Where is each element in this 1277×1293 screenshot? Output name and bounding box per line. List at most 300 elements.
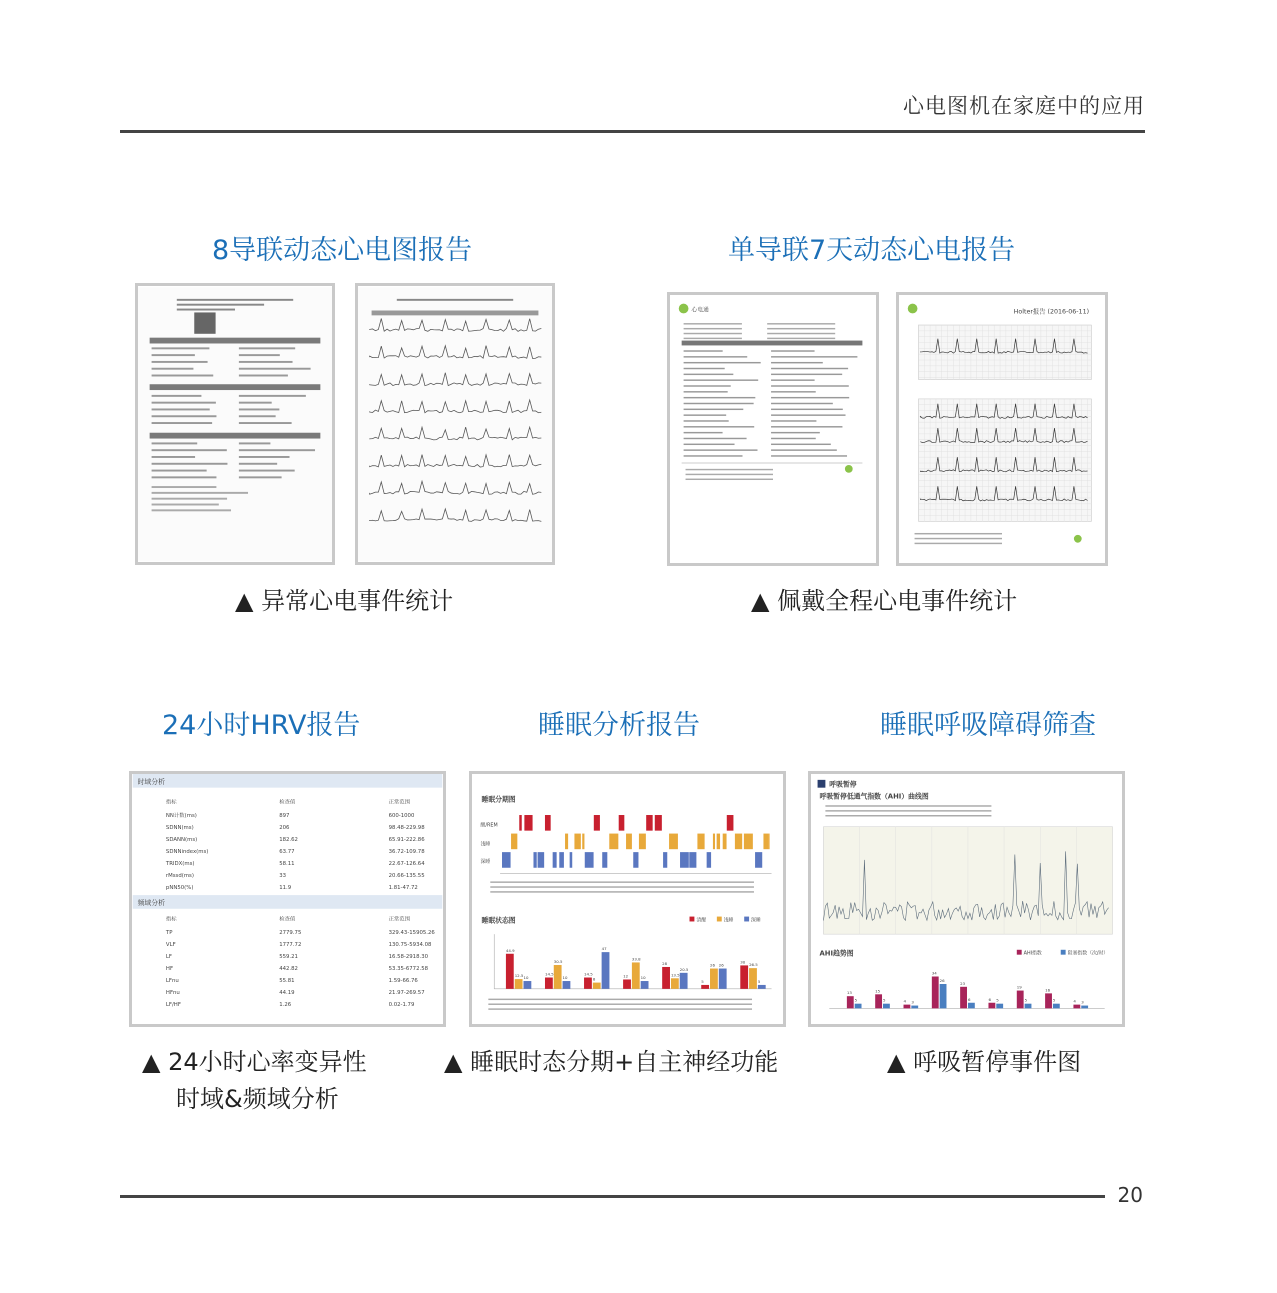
bar-value-label: 10 bbox=[523, 975, 529, 981]
bar-value-label: 26 bbox=[718, 962, 724, 968]
text-line bbox=[684, 455, 743, 456]
bar-value-label: 10 bbox=[562, 975, 568, 981]
table-cell: 130.75-5934.08 bbox=[388, 942, 432, 949]
bar-value-label: 5 bbox=[883, 997, 886, 1003]
text-line bbox=[771, 444, 831, 445]
sleep-stage-block bbox=[619, 815, 625, 831]
text-line bbox=[684, 414, 727, 415]
legend-label: 浅睡 bbox=[723, 917, 734, 924]
legend-swatch bbox=[744, 917, 749, 922]
bar-value-label: 5 bbox=[1024, 997, 1028, 1003]
table-cell: 36.72-109.78 bbox=[388, 849, 425, 856]
table-cell: 65.91-222.86 bbox=[388, 836, 425, 843]
text-line bbox=[239, 361, 293, 363]
table-cell: 1.59-66.76 bbox=[388, 978, 418, 985]
table-cell: SDANN(ms) bbox=[165, 836, 198, 843]
sleep-stage-block bbox=[594, 815, 600, 831]
text-line bbox=[490, 891, 754, 892]
text-line bbox=[152, 492, 248, 494]
ahi-bar bbox=[875, 994, 882, 1008]
text-line bbox=[152, 486, 217, 488]
table-cell: 63.77 bbox=[279, 849, 295, 856]
table-header: 正常范围 bbox=[388, 799, 411, 806]
table-cell: LFnu bbox=[165, 978, 179, 985]
legend-swatch bbox=[717, 917, 722, 922]
text-line bbox=[684, 323, 742, 324]
text-line bbox=[239, 449, 315, 451]
text-line bbox=[686, 474, 773, 475]
sleep-bar bbox=[602, 952, 610, 989]
text-line bbox=[239, 347, 295, 349]
text-line bbox=[239, 456, 290, 458]
freq-domain-band bbox=[133, 895, 443, 909]
footer-rule bbox=[120, 1195, 1105, 1198]
sleep-stage-block bbox=[502, 852, 511, 868]
text-line bbox=[825, 810, 991, 811]
bar-value-label: 4 bbox=[1073, 998, 1076, 1004]
section-bar bbox=[150, 338, 321, 344]
text-line bbox=[239, 415, 276, 417]
sleep-stage-block bbox=[519, 815, 521, 831]
bar-value-label: 5 bbox=[1052, 997, 1056, 1003]
footer-logo bbox=[845, 465, 853, 473]
text-line bbox=[686, 479, 773, 480]
text-line bbox=[684, 391, 728, 392]
text-line bbox=[239, 442, 271, 444]
ecg8-report-waveform-thumbnail bbox=[355, 283, 555, 565]
text-line bbox=[684, 403, 754, 404]
sleep-stage-block bbox=[755, 852, 762, 868]
ahi-bar bbox=[940, 984, 947, 1008]
text-line bbox=[488, 1008, 752, 1009]
sleep-bar bbox=[641, 981, 649, 989]
text-line bbox=[152, 470, 207, 472]
table-cell: 182.62 bbox=[279, 836, 298, 843]
sleep-bar bbox=[701, 985, 709, 989]
text-line bbox=[152, 408, 210, 410]
table-cell: 33 bbox=[279, 873, 287, 880]
bar-value-label: 30 bbox=[740, 959, 746, 965]
table-cell: 0.02-1.79 bbox=[388, 1002, 415, 1009]
bar-value-label: 13 bbox=[846, 990, 852, 996]
bar-value-label: 33.8 bbox=[631, 956, 641, 962]
sleep-stage-block bbox=[609, 834, 618, 850]
table-cell: HF bbox=[165, 966, 174, 973]
caption-sleep-staging: ▲ 睡眠时态分期+自主神经功能 bbox=[444, 1048, 779, 1076]
sleep-bar bbox=[671, 978, 679, 989]
report-title-tag: Holter报告 (2016-06-11) bbox=[1013, 308, 1090, 316]
text-line bbox=[771, 397, 849, 398]
text-line bbox=[684, 356, 748, 357]
sleep-stage-block bbox=[663, 852, 667, 868]
sleep-stage-block bbox=[723, 834, 727, 850]
ahi-bar bbox=[1081, 1006, 1088, 1009]
text-line bbox=[152, 354, 195, 356]
text-line bbox=[771, 350, 815, 351]
doc-header-line bbox=[177, 304, 264, 306]
text-line bbox=[152, 509, 231, 511]
text-line bbox=[684, 420, 729, 421]
sleep-stage-block bbox=[639, 834, 646, 850]
bar-value-label: 20.5 bbox=[679, 966, 689, 972]
ahi-bar bbox=[988, 1003, 995, 1009]
legend-label: 阻塞指数（次/时） bbox=[1067, 950, 1109, 957]
stage-label: 深睡 bbox=[480, 858, 491, 865]
table-cell: LF/HF bbox=[165, 1002, 181, 1009]
section-title-sleep-apnea: 睡眠呼吸障碍筛查 bbox=[880, 710, 1096, 741]
stage-label: 浅睡 bbox=[480, 841, 491, 848]
ahi-bar bbox=[996, 1004, 1003, 1009]
sleep-stage-block bbox=[533, 852, 536, 868]
text-line bbox=[152, 476, 217, 478]
bar-value-label: 4 bbox=[903, 998, 906, 1004]
ahi-bar bbox=[1045, 993, 1052, 1008]
table-cell: TP bbox=[165, 930, 173, 937]
text-line bbox=[771, 403, 833, 404]
bar-value-label: 14.5 bbox=[584, 971, 593, 977]
text-line bbox=[239, 354, 280, 356]
text-line bbox=[684, 438, 747, 439]
sleep-bar bbox=[749, 968, 757, 989]
sleep-stage-block bbox=[707, 852, 711, 868]
bar-value-label: 5 bbox=[701, 978, 704, 984]
legend-swatch bbox=[1061, 950, 1066, 955]
bar-value-label: 5 bbox=[854, 997, 858, 1003]
text-line bbox=[771, 374, 842, 375]
bar-value-label: 44.9 bbox=[505, 947, 515, 953]
table-header: 正常范围 bbox=[388, 916, 411, 923]
sleep-stage-block bbox=[626, 834, 632, 850]
text-line bbox=[239, 422, 292, 424]
text-line bbox=[488, 999, 752, 1000]
stage-label: 醒/REM bbox=[480, 822, 498, 829]
text-line bbox=[684, 432, 723, 433]
text-line bbox=[771, 362, 823, 363]
sleep-stage-block bbox=[559, 852, 564, 868]
ecg8-report-summary-thumbnail bbox=[135, 283, 335, 565]
table-cell: 1.81-47.72 bbox=[388, 885, 418, 892]
ahi-bar bbox=[1053, 1004, 1060, 1009]
text-line bbox=[767, 323, 835, 324]
sleep-stage-block bbox=[744, 834, 753, 850]
text-line bbox=[767, 333, 835, 334]
table-cell: 53.35-6772.58 bbox=[388, 966, 429, 973]
footer-logo bbox=[1074, 535, 1082, 543]
text-line bbox=[771, 368, 848, 369]
table-cell: rMssd(ms) bbox=[165, 873, 194, 880]
text-line bbox=[152, 449, 227, 451]
table-cell: HFnu bbox=[165, 990, 180, 997]
ahi-bar bbox=[904, 1005, 911, 1009]
caption-hrv-line1: ▲ 24小时心率变异性 bbox=[142, 1048, 367, 1076]
sleep-bar bbox=[740, 965, 748, 988]
text-line bbox=[152, 347, 210, 349]
sleep-stage-block bbox=[735, 834, 742, 850]
text-line bbox=[239, 368, 311, 370]
text-line bbox=[684, 350, 723, 351]
header-rule bbox=[120, 130, 1145, 133]
text-line bbox=[684, 385, 731, 386]
text-line bbox=[771, 432, 820, 433]
sleep-bar bbox=[719, 969, 727, 989]
text-line bbox=[686, 469, 773, 470]
text-line bbox=[152, 422, 213, 424]
table-cell: 22.67-126.64 bbox=[388, 861, 425, 868]
ahi-bar bbox=[883, 1004, 890, 1009]
text-line bbox=[684, 409, 744, 410]
ahi-bar bbox=[968, 1003, 975, 1009]
text-line bbox=[771, 414, 845, 415]
text-line bbox=[152, 402, 216, 404]
legend-swatch bbox=[1017, 950, 1022, 955]
text-line bbox=[915, 533, 1002, 534]
text-line bbox=[767, 328, 835, 329]
table-cell: 559.21 bbox=[279, 954, 298, 961]
text-line bbox=[825, 805, 991, 806]
table-cell: 897 bbox=[279, 812, 290, 819]
table-cell: 600-1000 bbox=[388, 812, 415, 819]
bar-value-label: 6 bbox=[988, 996, 991, 1002]
sleep-bar bbox=[584, 978, 592, 989]
single-lead-report-waveform-thumbnail bbox=[896, 292, 1108, 566]
ahi-bar bbox=[1025, 1004, 1032, 1009]
table-cell: NN计数(ms) bbox=[165, 812, 197, 819]
text-line bbox=[684, 368, 725, 369]
brand-logo-mark bbox=[908, 304, 918, 314]
text-line bbox=[239, 395, 306, 397]
text-line bbox=[684, 379, 759, 380]
text-line bbox=[771, 409, 843, 410]
section-title-single-lead-7day: 单导联7天动态心电报告 bbox=[728, 235, 1016, 266]
bar-value-label: 5 bbox=[996, 997, 999, 1003]
single-lead-report-summary-thumbnail bbox=[667, 292, 879, 566]
ahi-bar bbox=[911, 1006, 918, 1009]
bar-value-label: 34 bbox=[931, 970, 937, 976]
text-line bbox=[239, 408, 280, 410]
text-line bbox=[239, 375, 288, 377]
text-line bbox=[684, 444, 735, 445]
text-line bbox=[490, 886, 754, 887]
qr-code-block bbox=[194, 312, 215, 333]
ahi-bar bbox=[855, 1004, 862, 1009]
text-line bbox=[771, 356, 857, 357]
time-domain-label: 时域分析 bbox=[137, 777, 165, 786]
text-line bbox=[771, 455, 847, 456]
text-line bbox=[152, 375, 214, 377]
table-cell: 55.81 bbox=[279, 978, 295, 985]
bar-value-label: 26 bbox=[939, 978, 945, 984]
sleep-bar bbox=[554, 965, 562, 989]
text-line bbox=[152, 368, 194, 370]
sleep-stage-block bbox=[511, 834, 517, 850]
ahi-bar bbox=[1073, 1005, 1080, 1009]
running-header-title: 心电图机在家庭中的应用 bbox=[903, 94, 1145, 118]
bar-value-label: 12 bbox=[623, 973, 629, 979]
table-cell: 442.82 bbox=[279, 966, 298, 973]
table-cell: SDNN(ms) bbox=[165, 824, 194, 831]
text-line bbox=[771, 449, 837, 450]
sleep-stage-block bbox=[585, 852, 594, 868]
bar-value-label: 14.5 bbox=[544, 971, 554, 977]
sleep-bar bbox=[545, 978, 553, 989]
table-cell: 1.26 bbox=[279, 1002, 292, 1009]
ahi-bar bbox=[1017, 991, 1024, 1009]
page-number: 20 bbox=[1117, 1183, 1143, 1207]
sleep-bar bbox=[710, 969, 718, 989]
sleep-stage-block bbox=[697, 834, 704, 850]
sleep-bar bbox=[563, 981, 571, 989]
table-cell: TRIDX(ms) bbox=[165, 861, 195, 868]
time-domain-band bbox=[133, 774, 443, 788]
bar-value-label: 16 bbox=[1045, 987, 1051, 993]
sleep-bar bbox=[632, 962, 640, 988]
sleep-bar bbox=[515, 979, 523, 989]
text-line bbox=[488, 1003, 752, 1004]
section-bar bbox=[150, 433, 321, 439]
text-line bbox=[239, 402, 272, 404]
text-line bbox=[771, 391, 816, 392]
apnea-report-thumbnail bbox=[808, 771, 1125, 1027]
sleep-stage-block bbox=[680, 852, 689, 868]
text-line bbox=[767, 338, 835, 339]
bar-value-label: 28 bbox=[662, 961, 668, 967]
sleep-bar bbox=[758, 985, 766, 989]
text-line bbox=[684, 374, 734, 375]
text-line bbox=[684, 333, 742, 334]
ahi-trend-title: AHI趋势图 bbox=[819, 949, 854, 958]
text-line bbox=[684, 449, 758, 450]
text-line bbox=[771, 426, 842, 427]
bar-value-label: 26.5 bbox=[749, 962, 758, 968]
ahi-bar bbox=[847, 996, 854, 1008]
sleep-stage-block bbox=[633, 852, 638, 868]
bar-value-label: 8 bbox=[592, 976, 596, 982]
sleep-stage-block bbox=[553, 852, 557, 868]
sleep-bar bbox=[680, 973, 688, 989]
sleep-stage-block bbox=[602, 852, 607, 868]
table-cell: 98.48-229.98 bbox=[388, 824, 425, 831]
sleep-stage-block bbox=[763, 834, 768, 850]
table-cell: 1777.72 bbox=[279, 942, 302, 949]
bar-value-label: 47 bbox=[601, 946, 607, 952]
ecg-grid bbox=[918, 399, 1091, 521]
bar-value-label: 19 bbox=[1016, 984, 1022, 990]
bar-value-label: 3 bbox=[911, 999, 914, 1005]
section-title-8-lead-ecg: 8导联动态心电图报告 bbox=[212, 235, 473, 266]
table-cell: LF bbox=[165, 954, 172, 961]
doc-header-line bbox=[177, 309, 235, 311]
table-header: 指标 bbox=[165, 916, 177, 923]
sleep-stage-block bbox=[689, 852, 696, 868]
section-title-hrv: 24小时HRV报告 bbox=[162, 710, 361, 741]
table-cell: 11.9 bbox=[279, 885, 292, 892]
legend-label: 深睡 bbox=[751, 917, 761, 924]
sleep-stage-block bbox=[727, 815, 734, 831]
caption-hrv-line2: 时域&频域分析 bbox=[176, 1085, 339, 1113]
apnea-chart-subtitle: 呼吸暂停低通气指数（AHI）曲线图 bbox=[819, 792, 929, 801]
table-cell: 20.66-135.55 bbox=[388, 873, 425, 880]
table-cell: pNN50(%) bbox=[165, 885, 194, 892]
sleep-stage-block bbox=[646, 815, 652, 831]
bar-value-label: 15 bbox=[875, 988, 881, 994]
freq-domain-label: 频域分析 bbox=[137, 898, 165, 907]
sleep-stage-block bbox=[713, 834, 715, 850]
bar-value-label: 12.5 bbox=[514, 973, 524, 979]
sleep-bar bbox=[623, 979, 631, 988]
legend-swatch bbox=[690, 917, 695, 922]
text-line bbox=[239, 470, 295, 472]
bar-value-label: 6 bbox=[967, 996, 971, 1002]
sleep-bar-chart-title: 睡眠状态图 bbox=[481, 916, 516, 925]
table-cell: SDNNindex(ms) bbox=[165, 849, 209, 856]
table-header: 检查值 bbox=[279, 799, 296, 806]
table-cell: 21.97-269.57 bbox=[388, 990, 425, 997]
legend-label: 清醒 bbox=[696, 917, 707, 924]
table-cell: 58.11 bbox=[279, 861, 295, 868]
bar-value-label: 3 bbox=[1081, 999, 1084, 1005]
bar-value-label: 5 bbox=[757, 978, 761, 984]
sleep-stage-block bbox=[669, 834, 678, 850]
section-title-sleep-analysis: 睡眠分析报告 bbox=[538, 710, 700, 741]
legend-label: AHI指数 bbox=[1023, 950, 1042, 957]
sleep-bar bbox=[593, 983, 601, 989]
text-line bbox=[684, 362, 761, 363]
table-cell: 44.19 bbox=[279, 990, 295, 997]
bar-value-label: 10 bbox=[640, 975, 646, 981]
table-cell: 2779.75 bbox=[279, 930, 302, 937]
caption-apnea-events: ▲ 呼吸暂停事件图 bbox=[887, 1048, 1082, 1076]
info-bar bbox=[372, 311, 539, 316]
text-line bbox=[915, 543, 1002, 544]
sleep-stage-block bbox=[565, 834, 568, 850]
sleep-stage-block bbox=[717, 834, 720, 850]
bar-value-label: 26 bbox=[710, 962, 715, 968]
caption-full-wear-ecg-events: ▲ 佩戴全程心电事件统计 bbox=[751, 587, 1018, 615]
sleep-stage-block bbox=[655, 815, 662, 831]
text-line bbox=[152, 395, 202, 397]
table-header: 指标 bbox=[165, 799, 177, 806]
bar-value-label: 13.5 bbox=[670, 972, 680, 978]
text-line bbox=[152, 415, 217, 417]
sleep-stage-block bbox=[769, 834, 770, 850]
text-line bbox=[152, 504, 219, 506]
text-line bbox=[152, 361, 208, 363]
table-cell: 16.58-2918.30 bbox=[388, 954, 429, 961]
ahi-bar bbox=[932, 977, 939, 1009]
text-line bbox=[825, 815, 991, 816]
text-line bbox=[771, 420, 816, 421]
sleep-stage-block bbox=[570, 852, 573, 868]
text-line bbox=[152, 442, 198, 444]
sleep-stage-block bbox=[545, 815, 551, 831]
text-line bbox=[152, 498, 227, 500]
sleep-stage-block bbox=[582, 834, 584, 850]
section-bar bbox=[682, 341, 863, 346]
table-header: 检查值 bbox=[279, 916, 296, 923]
section-bar bbox=[150, 384, 321, 390]
apnea-report-title: 呼吸暂停 bbox=[829, 780, 857, 789]
table-cell: 329.43-15905.26 bbox=[388, 930, 435, 937]
sleep-bar bbox=[506, 954, 514, 989]
brand-logo-mark bbox=[679, 304, 689, 314]
apnea-title-icon bbox=[818, 780, 826, 788]
text-line bbox=[239, 476, 282, 478]
text-line bbox=[152, 463, 228, 465]
text-line bbox=[152, 456, 195, 458]
ahi-bar bbox=[960, 987, 967, 1009]
text-line bbox=[239, 463, 277, 465]
sleep-bar bbox=[662, 967, 670, 989]
